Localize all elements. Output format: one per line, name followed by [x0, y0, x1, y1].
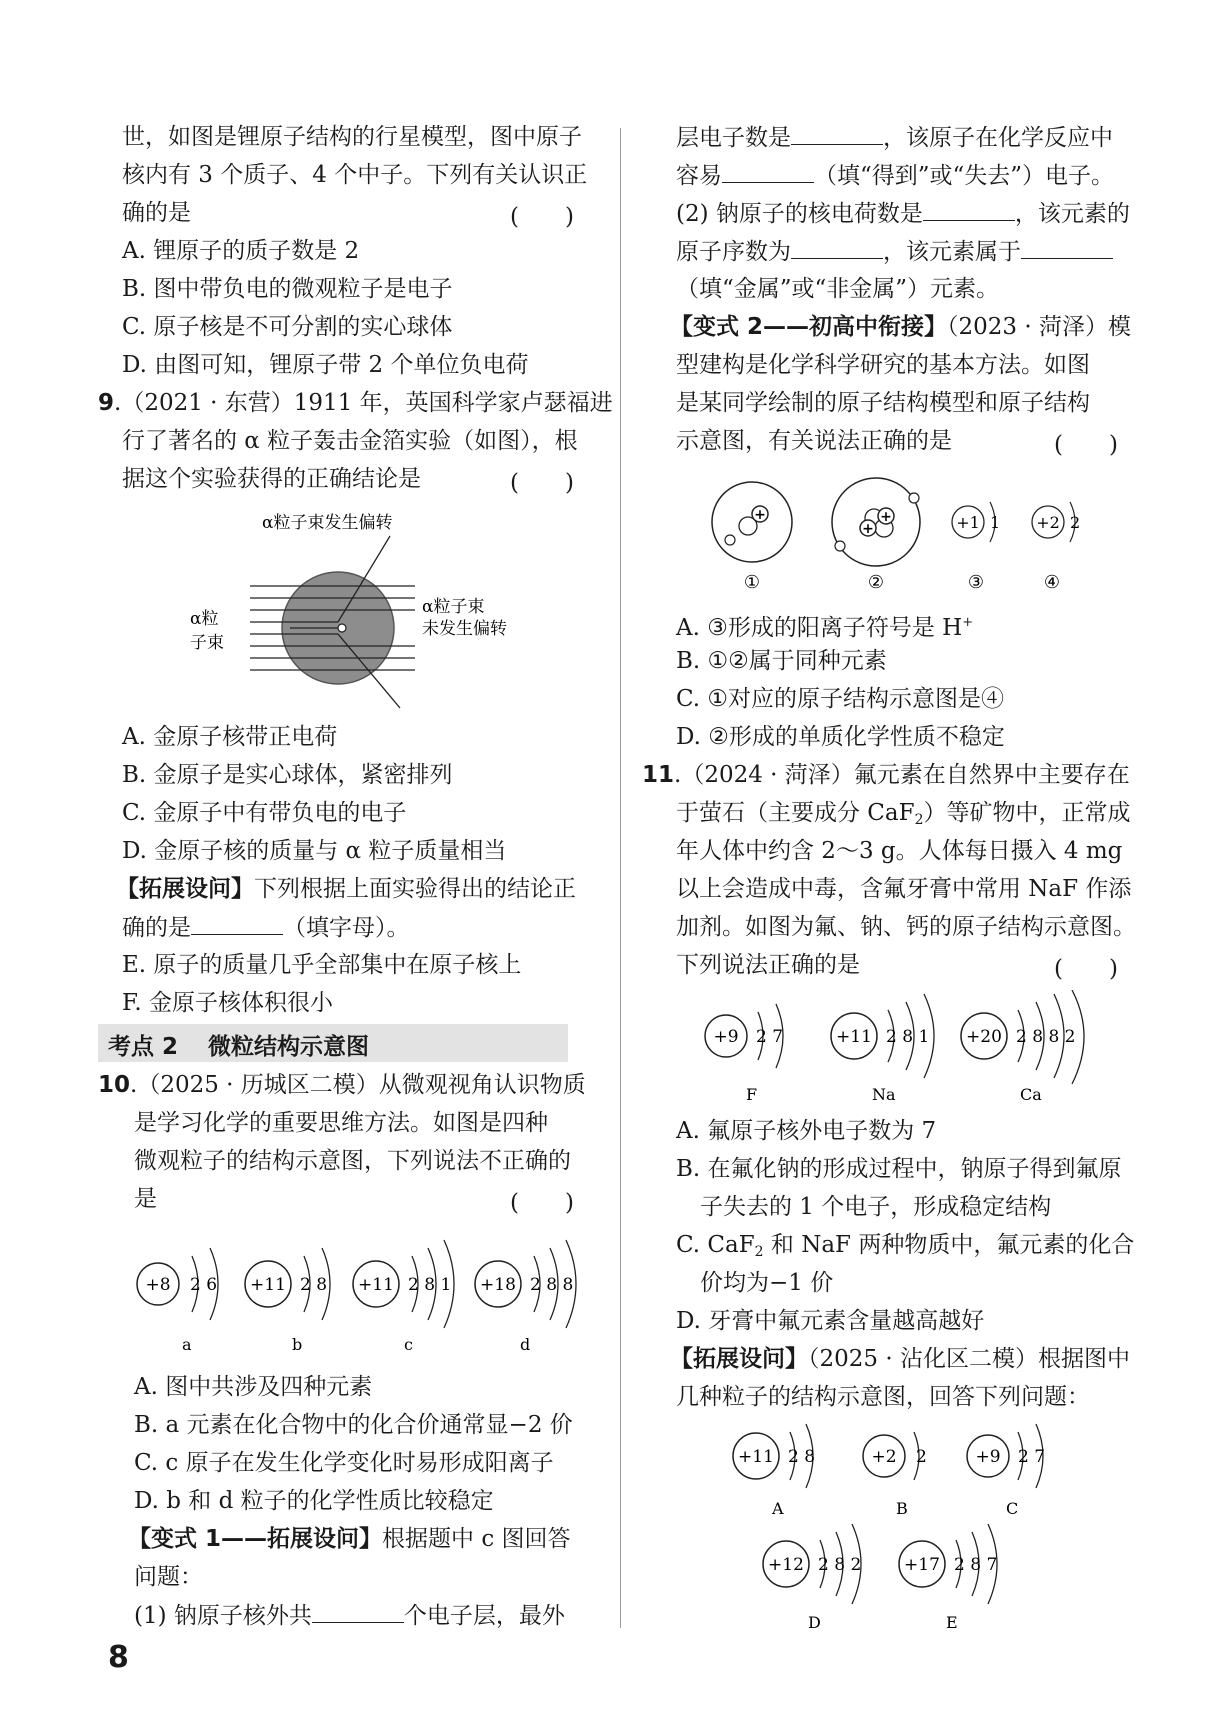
q9-option-b: B. 金原子是实心球体，紧密排列 — [122, 762, 453, 788]
fig9-right-label-1: α粒子束 — [422, 597, 485, 617]
blank-gain-lose[interactable] — [722, 160, 814, 183]
r4-text-b: ，该元素属于 — [883, 239, 1021, 265]
diagram-A — [733, 1424, 815, 1518]
q10-option-d: D. b 和 d 粒子的化学性质比较稳定 — [134, 1488, 494, 1514]
variant1-line-7 — [676, 236, 1113, 267]
model-4-label: ④ — [1043, 572, 1061, 593]
diagram-Ca-nucleus: +20 — [966, 1027, 1002, 1047]
q10-structure-diagrams — [130, 1236, 600, 1356]
variant2-option-a-text: A. ③形成的阳离子符号是 H — [676, 615, 963, 641]
diagram-b-shells: 2 8 — [300, 1275, 328, 1295]
diagram-B — [863, 1432, 927, 1518]
r1-text-a: 层电子数是 — [676, 125, 791, 151]
q10-option-c: C. c 原子在发生化学变化时易形成阳离子 — [134, 1450, 554, 1476]
q11-option-d: D. 牙膏中氟元素含量越高越好 — [676, 1308, 985, 1334]
variant2-option-d: D. ②形成的单质化学性质不稳定 — [676, 724, 1005, 750]
q10-stem-line-2: 是学习化学的重要思维方法。如图是四种 — [134, 1110, 548, 1136]
diagram-Ca-shells: 2 8 8 2 — [1016, 1027, 1076, 1047]
q11-stem-text-2a: 于萤石（主要成分 CaF — [676, 800, 915, 826]
variant1-line-8: （填“金属”或“非金属”）元素。 — [676, 276, 1000, 302]
q11-structure-diagrams — [696, 990, 1116, 1106]
q9-ext-line-2 — [122, 912, 410, 943]
model-1-label: ① — [743, 572, 761, 593]
blank-metal-type[interactable] — [1021, 236, 1113, 259]
diagram-D-shells: 2 8 2 — [818, 1555, 862, 1575]
diagram-B-shells: 2 — [916, 1447, 927, 1467]
diagram-d-label: d — [520, 1335, 531, 1354]
diagram-Ca — [961, 990, 1084, 1104]
variant2-option-b: B. ①②属于同种元素 — [676, 648, 887, 674]
q8-stem-line-2: 核内有 3 个质子、4 个中子。下列有关认识正 — [122, 162, 588, 188]
page-number: 8 — [108, 1640, 129, 1675]
diagram-a-shells: 2 6 — [190, 1275, 218, 1295]
diagram-d-shells: 2 8 8 — [530, 1275, 574, 1295]
q9-ext-blank[interactable] — [191, 912, 283, 935]
q11-answer-paren: ( ) — [1054, 956, 1118, 982]
diagram-F-shells: 2 7 — [756, 1027, 784, 1047]
diagram-F — [705, 1004, 783, 1104]
diagram-d-nucleus: +18 — [480, 1275, 516, 1295]
diagram-c-label: c — [404, 1335, 413, 1354]
model-2-label: ② — [867, 572, 885, 593]
variant1-text-3b: 个电子层，最外 — [403, 1603, 565, 1629]
q10-stem-line-4: 是 — [134, 1186, 157, 1212]
diagram-b — [245, 1248, 330, 1354]
diagram-A-nucleus: +11 — [738, 1447, 774, 1467]
fig9-right-label-2: 未发生偏转 — [422, 619, 507, 639]
q11-ext-line-2: 几种粒子的结构示意图，回答下列问题： — [676, 1384, 1090, 1410]
q11-stem-sub: 2 — [914, 812, 924, 828]
diagram-4-shells: 2 — [1070, 513, 1081, 532]
q11-stem-line-5: 加剂。如图为氟、钠、钙的原子结构示意图。 — [676, 914, 1136, 940]
variant1-line-4 — [676, 122, 1113, 153]
r1-text-b: ，该原子在化学反应中 — [883, 125, 1113, 151]
q9-option-d: D. 金原子核的质量与 α 粒子质量相当 — [122, 838, 507, 864]
diagram-3-nucleus: +1 — [956, 513, 980, 532]
q11-option-c-sub: 2 — [754, 1244, 764, 1260]
variant1-line-6 — [676, 198, 1130, 229]
diagram-3 — [952, 502, 1000, 593]
diagram-a-label: a — [182, 1335, 192, 1354]
q10-option-b: B. a 元素在化合物中的化合价通常显−2 价 — [134, 1412, 573, 1438]
variant2-answer-paren: ( ) — [1054, 432, 1118, 458]
q11-stem-line-1 — [642, 760, 1130, 790]
variant2-option-a-sup: + — [962, 615, 974, 630]
q11-stem-line-2 — [676, 798, 1131, 835]
r3-text-b: ，该元素的 — [1014, 201, 1130, 227]
q10-number: 10 — [98, 1072, 131, 1098]
diagram-F-label: F — [746, 1085, 758, 1104]
model-2 — [832, 478, 920, 593]
kaodian-label: 考点 2 — [108, 1034, 179, 1060]
r2-text-a: 容易 — [676, 163, 722, 189]
diagram-b-nucleus: +11 — [250, 1275, 286, 1295]
q11-ext-diagrams — [726, 1416, 1096, 1636]
svg-text:+: + — [862, 521, 874, 537]
q9-ext-text-2b: （填字母）。 — [283, 915, 410, 941]
diagram-4 — [1032, 502, 1080, 593]
diagram-Ca-label: Ca — [1020, 1085, 1042, 1104]
diagram-Na — [831, 994, 934, 1104]
variant2-line-3: 是某同学绘制的原子结构模型和原子结构 — [676, 390, 1090, 416]
q9-stem-text: .（2021 · 东营）1911 年，英国科学家卢瑟福进 — [114, 390, 613, 416]
r2-text-b: （填“得到”或“失去”）电子。 — [814, 163, 1115, 189]
variant2-line-2: 型建构是化学科学研究的基本方法。如图 — [676, 352, 1090, 378]
q9-stem-line-2: 行了著名的 α 粒子轰击金箔实验（如图），根 — [122, 428, 578, 454]
q9-ext-option-f: F. 金原子核体积很小 — [122, 990, 333, 1016]
q11-stem-text-2b: ）等矿物中，正常成 — [923, 800, 1131, 826]
q11-ext-line-1 — [670, 1344, 1130, 1374]
q11-ext-text-1: （2025 · 沾化区二模）根据图中 — [808, 1346, 1130, 1372]
r3-text-a: (2) 钠原子的核电荷数是 — [676, 201, 923, 227]
variant1-line-3 — [134, 1600, 565, 1631]
fig9-left-label-2: 子束 — [190, 633, 224, 653]
diagram-E-label: E — [946, 1613, 958, 1632]
q11-option-c-1 — [676, 1230, 1134, 1267]
q9-stem-line-3: 据这个实验获得的正确结论是 — [122, 466, 421, 492]
q8-option-c: C. 原子核是不可分割的实心球体 — [122, 314, 453, 340]
svg-text:+: + — [754, 507, 766, 523]
variant1-text-3a: (1) 钠原子核外共 — [134, 1603, 312, 1629]
q8-option-a: A. 锂原子的质子数是 2 — [122, 238, 360, 264]
diagram-c-nucleus: +11 — [358, 1275, 394, 1295]
q11-stem-line-6: 下列说法正确的是 — [676, 952, 860, 978]
q11-number: 11 — [642, 762, 675, 788]
model-1 — [712, 482, 792, 593]
diagram-3-shells: 1 — [990, 513, 1001, 532]
svg-text:+: + — [880, 509, 892, 525]
diagram-d — [475, 1240, 576, 1354]
q11-option-b-2: 子失去的 1 个电子，形成稳定结构 — [700, 1194, 1052, 1220]
diagram-A-label: A — [772, 1499, 784, 1518]
diagram-c-shells: 2 8 1 — [408, 1275, 452, 1295]
column-divider — [620, 128, 621, 1628]
q9-ext-option-e: E. 原子的质量几乎全部集中在原子核上 — [122, 952, 522, 978]
section-header-kaodian-2 — [98, 1024, 568, 1062]
variant1-line-5 — [676, 160, 1114, 191]
diagram-a-nucleus: +8 — [145, 1275, 171, 1295]
variant2-option-c: C. ①对应的原子结构示意图是④ — [676, 686, 1005, 712]
variant2-line-1 — [670, 312, 1131, 342]
diagram-a — [137, 1248, 218, 1354]
diagram-E-nucleus: +17 — [904, 1555, 940, 1575]
q8-stem-line-3: 确的是 — [122, 200, 191, 226]
q10-stem-text: .（2025 · 历城区二模）从微观视角认识物质 — [130, 1072, 586, 1098]
q9-option-c: C. 金原子中有带负电的电子 — [122, 800, 407, 826]
diagram-D-nucleus: +12 — [768, 1555, 804, 1575]
diagram-Na-nucleus: +11 — [836, 1027, 872, 1047]
q9-ext-tag: 【拓展设问】 — [116, 876, 254, 902]
q9-number: 9 — [98, 390, 115, 416]
q11-stem-line-3: 年人体中约含 2～3 g。人体每日摄入 4 mg — [676, 838, 1123, 864]
blank-atomic-number[interactable] — [791, 236, 883, 259]
diagram-E — [899, 1524, 997, 1632]
q9-ext-text-2a: 确的是 — [122, 915, 191, 941]
fig9-top-label: α粒子束发生偏转 — [262, 513, 393, 533]
diagram-D-label: D — [808, 1613, 821, 1632]
q11-option-c-2: 价均为−1 价 — [700, 1270, 834, 1296]
q10-answer-paren: ( ) — [510, 1190, 574, 1216]
r4-text-a: 原子序数为 — [676, 239, 791, 265]
blank-outer-electrons[interactable] — [791, 122, 883, 145]
q8-answer-paren: ( ) — [510, 204, 574, 230]
q9-stem-line-1 — [98, 388, 613, 418]
diagram-C — [967, 1424, 1045, 1518]
variant2-option-a — [676, 608, 973, 643]
diagram-B-nucleus: +2 — [871, 1447, 897, 1467]
variant2-models-figure — [700, 470, 1100, 600]
q8-option-b: B. 图中带负电的微观粒子是电子 — [122, 276, 453, 302]
diagram-D — [763, 1524, 861, 1632]
q11-option-c-text-a: C. CaF — [676, 1232, 755, 1258]
q8-stem-line-1: 世，如图是锂原子结构的行星模型，图中原子 — [122, 124, 582, 150]
diagram-A-shells: 2 8 — [788, 1447, 816, 1467]
variant1-blank-layers[interactable] — [312, 1600, 404, 1623]
blank-nuclear-charge[interactable] — [923, 198, 1015, 221]
diagram-Na-label: Na — [872, 1085, 896, 1104]
model-3-label: ③ — [967, 572, 985, 593]
diagram-4-nucleus: +2 — [1036, 513, 1060, 532]
diagram-C-nucleus: +9 — [975, 1447, 1001, 1467]
diagram-E-shells: 2 8 7 — [954, 1555, 998, 1575]
variant2-text-1: （2023 · 菏泽）模 — [947, 314, 1131, 340]
diagram-C-shells: 2 7 — [1018, 1447, 1046, 1467]
variant1-line-1 — [128, 1524, 571, 1554]
diagram-b-label: b — [292, 1335, 303, 1354]
q11-stem-line-4: 以上会造成中毒，含氟牙膏中常用 NaF 作添 — [676, 876, 1132, 902]
q8-option-d: D. 由图可知，锂原子带 2 个单位负电荷 — [122, 352, 529, 378]
gold-foil-figure — [190, 508, 530, 718]
q11-ext-tag: 【拓展设问】 — [670, 1346, 808, 1372]
q9-answer-paren: ( ) — [510, 470, 574, 496]
q10-stem-line-1 — [98, 1070, 586, 1100]
q11-stem-text-1: .（2024 · 菏泽）氟元素在自然界中主要存在 — [674, 762, 1130, 788]
q11-option-b-1: B. 在氟化钠的形成过程中，钠原子得到氟原 — [676, 1156, 1122, 1182]
variant1-tag: 【变式 1——拓展设问】 — [128, 1526, 383, 1552]
diagram-C-label: C — [1006, 1499, 1019, 1518]
variant2-tag: 【变式 2——初高中衔接】 — [670, 314, 948, 340]
variant1-text-1: 根据题中 c 图回答 — [382, 1526, 571, 1552]
q11-option-a: A. 氟原子核外电子数为 7 — [676, 1118, 937, 1144]
diagram-B-label: B — [896, 1499, 908, 1518]
q10-stem-line-3: 微观粒子的结构示意图，下列说法不正确的 — [134, 1148, 571, 1174]
q10-option-a: A. 图中共涉及四种元素 — [134, 1374, 373, 1400]
kaodian-title: 微粒结构示意图 — [208, 1034, 369, 1060]
diagram-Na-shells: 2 8 1 — [886, 1027, 930, 1047]
q9-ext-line-1 — [116, 874, 576, 904]
gold-nucleus — [338, 624, 346, 632]
fig9-left-label-1: α粒 — [190, 609, 219, 629]
variant1-line-2: 问题： — [134, 1564, 203, 1590]
q11-option-c-text-b: 和 NaF 两种物质中，氟元素的化合 — [763, 1232, 1135, 1258]
diagram-c — [353, 1240, 454, 1354]
q9-ext-text: 下列根据上面实验得出的结论正 — [254, 876, 576, 902]
variant2-line-4: 示意图，有关说法正确的是 — [676, 428, 952, 454]
q9-option-a: A. 金原子核带正电荷 — [122, 724, 338, 750]
diagram-F-nucleus: +9 — [713, 1027, 739, 1047]
